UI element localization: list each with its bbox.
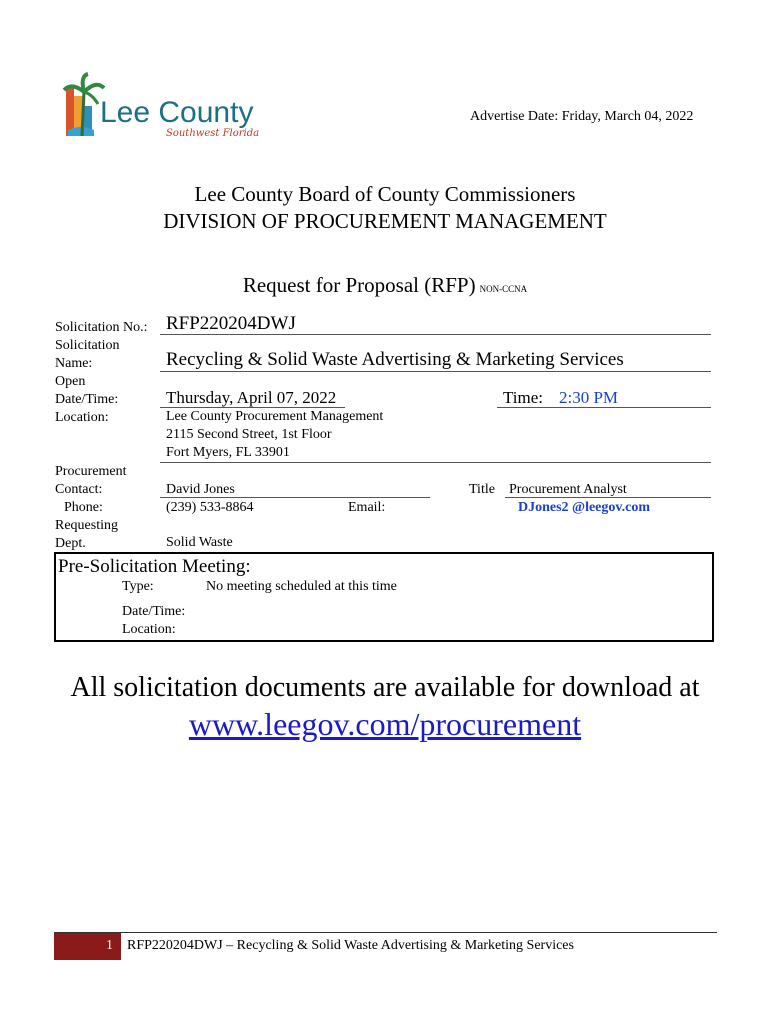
title-value: Procurement Analyst (509, 482, 627, 497)
procurement-label-2: Contact: (55, 482, 103, 497)
advertise-date: Advertise Date: Friday, March 04, 2022 (470, 109, 694, 124)
location-line-2: 2115 Second Street, 1st Floor (166, 427, 332, 442)
board-title: Lee County Board of County Commissioners (194, 182, 576, 206)
contact-name: David Jones (166, 482, 235, 497)
email-link[interactable]: DJones2 @leegov.com (518, 500, 651, 515)
logo-text: Lee County (100, 96, 254, 129)
solicitation-name-label-2: Name: (55, 356, 93, 371)
pre-solicitation-box (54, 552, 714, 642)
requesting-label-1: Requesting (55, 518, 118, 533)
procurement-label-1: Procurement (55, 464, 127, 479)
footer-text: RFP220204DWJ – Recycling & Solid Waste Advertising & Marketing Services (127, 938, 574, 953)
meeting-location-label: Location: (122, 622, 176, 637)
open-label-1: Open (55, 374, 86, 389)
divider (160, 497, 430, 498)
location-line-3: Fort Myers, FL 33901 (166, 445, 290, 460)
division-title: DIVISION OF PROCUREMENT MANAGEMENT (163, 209, 607, 233)
solicitation-name-label-1: Solicitation (55, 338, 120, 353)
meeting-heading: Pre-Solicitation Meeting: (58, 556, 251, 577)
lee-county-logo (62, 72, 262, 144)
time-value: 2:30 PM (559, 388, 619, 407)
location-line-1: Lee County Procurement Management (166, 409, 384, 424)
rfp-title-text: Request for Proposal (RFP) (242, 273, 476, 297)
solicitation-no-label: Solicitation No.: (55, 320, 148, 335)
procurement-link[interactable]: www.leegov.com/procurement (188, 706, 582, 742)
meeting-type-value: No meeting scheduled at this time (206, 579, 397, 594)
footer-divider (54, 932, 717, 933)
phone-value: (239) 533-8864 (166, 500, 254, 515)
requesting-label-2: Dept. (55, 536, 86, 551)
time-label: Time: (503, 388, 544, 407)
title-label: Title (469, 482, 495, 497)
divider (160, 407, 345, 408)
divider (505, 497, 711, 498)
rfp-type-small: NON-CCNA (479, 284, 528, 294)
rfp-title (0, 273, 770, 298)
solicitation-name-value: Recycling & Solid Waste Advertising & Marketing Services (166, 349, 624, 370)
requesting-value: Solid Waste (166, 535, 233, 550)
divider (160, 371, 711, 372)
location-label: Location: (55, 410, 109, 425)
meeting-datetime-label: Date/Time: (122, 604, 186, 619)
divider (497, 407, 711, 408)
solicitation-no-value: RFP220204DWJ (166, 313, 296, 334)
logo-subtext: Southwest Florida (166, 128, 260, 139)
meeting-type-label: Type: (122, 579, 154, 594)
download-notice: All solicitation documents are available for download at (70, 672, 700, 703)
page-number: 1 (106, 938, 113, 953)
open-label-2: Date/Time: (55, 392, 119, 407)
email-label: Email: (348, 500, 386, 515)
divider (160, 462, 711, 463)
open-date-value: Thursday, April 07, 2022 (166, 388, 337, 407)
phone-label: Phone: (64, 500, 103, 515)
divider (160, 334, 711, 335)
